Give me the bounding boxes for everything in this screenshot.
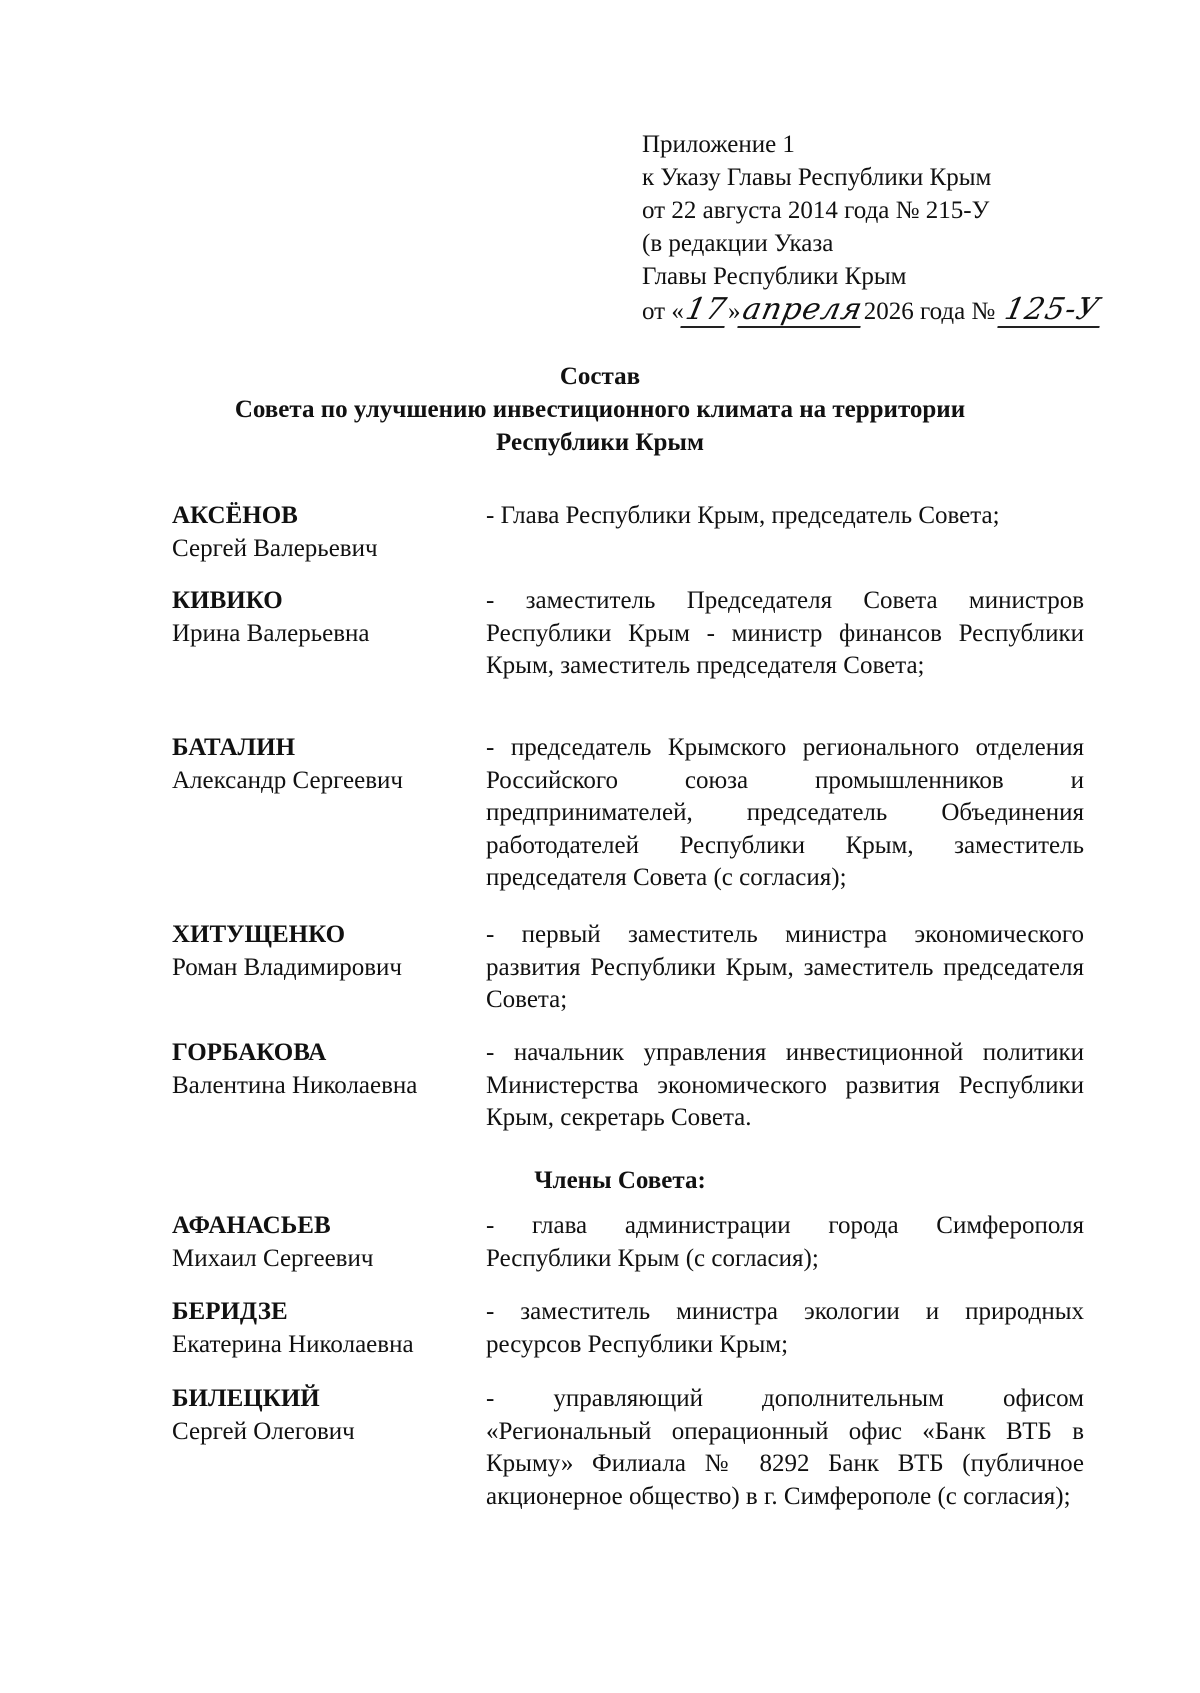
member-name: [172, 1296, 472, 1361]
handwritten-month: апреля: [737, 293, 868, 328]
handwritten-day: 17: [680, 293, 732, 328]
members-heading: Члены Совета:: [534, 1167, 706, 1194]
appendix-line-2: к Указу Главы Республики Крым: [642, 164, 992, 191]
title-line-2: Совета по улучшению инвестиционного климата на территории: [234, 396, 966, 423]
member-role: - председатель Крымского регионального отделения Российского союза промышленников и предпринимателей, председатель Объединения работодателей Республики Крым, заместитель председателя Совета (с согласия);: [486, 734, 1084, 891]
member-given-name: Сергей Олегович: [172, 1417, 355, 1445]
appendix-header: [642, 128, 1122, 328]
document-title: [120, 360, 1080, 459]
member-surname: ХИТУЩЕНКО: [172, 921, 346, 948]
member-surname: БЕРИДЗЕ: [172, 1298, 288, 1325]
member-given-name: Екатерина Николаевна: [172, 1330, 414, 1358]
member-name: [172, 585, 472, 650]
member-surname: АФАНАСЬЕВ: [172, 1212, 331, 1239]
member-given-name: Михаил Сергеевич: [172, 1244, 374, 1272]
handwritten-number: 125-У: [998, 293, 1108, 328]
member-given-name: Ирина Валерьевна: [172, 619, 370, 647]
member-role: - Глава Республики Крым, председатель Совета;: [486, 502, 1000, 529]
appendix-date-line: [642, 293, 1122, 328]
member-name: [172, 1210, 472, 1275]
member-name: [172, 1383, 472, 1448]
member-role: - управляющий дополнительным офисом «Региональный операционный офис «Банк ВТБ в Крыму» Филиала № 8292 Банк ВТБ (публичное акционерное общество) в г. Симферополе (с согласия);: [486, 1385, 1084, 1510]
appendix-line-1: Приложение 1: [642, 131, 795, 158]
member-given-name: Валентина Николаевна: [172, 1071, 418, 1099]
member-role: - начальник управления инвестиционной политики Министерства экономического развития Республики Крым, секретарь Совета.: [486, 1039, 1084, 1131]
date-prefix: от «: [642, 298, 684, 325]
member-role: - глава администрации города Симферополя Республики Крым (с согласия);: [486, 1212, 1084, 1272]
title-line-1: Состав: [559, 363, 641, 390]
member-surname: ГОРБАКОВА: [172, 1039, 327, 1066]
member-role: - заместитель Председателя Совета министров Республики Крым - министр финансов Республики Крым, заместитель председателя Совета;: [486, 587, 1084, 679]
member-surname: БАТАЛИН: [172, 734, 296, 761]
member-surname: КИВИКО: [172, 587, 283, 614]
member-given-name: Сергей Валерьевич: [172, 534, 378, 562]
appendix-line-3: от 22 августа 2014 года № 215-У: [642, 197, 990, 224]
member-name: [172, 919, 472, 984]
member-surname: АКСЁНОВ: [172, 502, 298, 529]
appendix-line-4: (в редакции Указа: [642, 230, 834, 257]
date-mid: »: [728, 298, 741, 325]
title-line-3: Республики Крым: [496, 429, 704, 456]
member-role: - первый заместитель министра экономического развития Республики Крым, заместитель председателя Совета;: [486, 921, 1084, 1013]
member-given-name: Александр Сергеевич: [172, 766, 403, 794]
member-name: [172, 732, 472, 797]
member-name: [172, 500, 472, 565]
member-name: [172, 1037, 472, 1102]
member-role: - заместитель министра экологии и природных ресурсов Республики Крым;: [486, 1298, 1084, 1358]
member-surname: БИЛЕЦКИЙ: [172, 1385, 320, 1412]
date-year-text: 2026 года №: [863, 298, 996, 325]
appendix-line-5: Главы Республики Крым: [642, 263, 907, 290]
member-given-name: Роман Владимирович: [172, 953, 402, 981]
